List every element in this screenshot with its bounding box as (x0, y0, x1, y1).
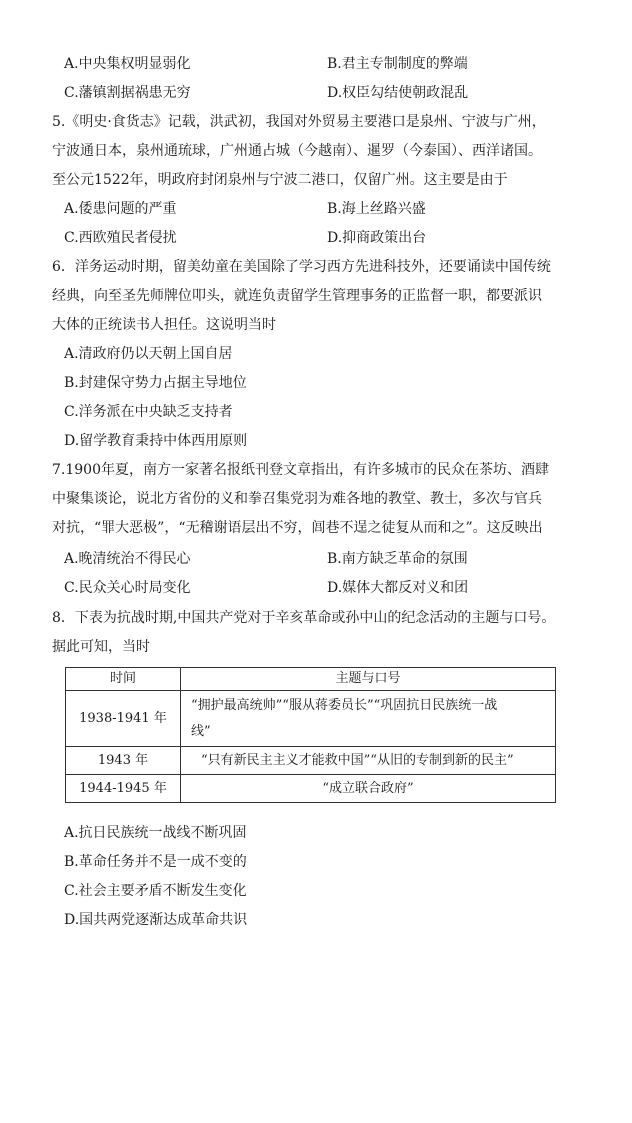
q6-stem-line-3: 大体的正统读书人担任。这说明当时 (52, 317, 276, 333)
q8-option-b: B.革命任务并不是一成不变的 (64, 854, 247, 870)
q8-stem-line-1: 8．下表为抗战时期,中国共产党对于辛亥革命或孙中山的纪念活动的主题与口号。 (52, 610, 556, 626)
table-cell-time: 1938-1941 年 (66, 691, 181, 747)
q7-option-d: D.媒体大都反对义和团 (327, 580, 469, 596)
q4-option-a: A.中央集权明显弱化 (64, 56, 191, 72)
q6-stem-line-1: 6．洋务运动时期，留美幼童在美国除了学习西方先进科技外，还要诵读中国传统 (52, 259, 551, 275)
q7-option-c: C.民众关心时局变化 (64, 580, 191, 596)
q7-stem-line-2: 中聚集谈论，说北方省份的义和拳召集党羽为难各地的教堂、教士，多次与官兵 (52, 491, 542, 507)
q5-stem-line-2: 宁波通日本，泉州通琉球，广州通占城（今越南）、暹罗（今泰国）、西洋诸国。 (52, 143, 542, 159)
table-row (66, 775, 556, 803)
q5-stem-line-3: 至公元1522年，明政府封闭泉州与宁波二港口，仅留广州。这主要是由于 (52, 172, 508, 188)
slogan-line: “拥护最高统帅”“服从蒋委员长”“巩固抗日民族统一战 (191, 697, 498, 713)
table-cell-time: 1944-1945 年 (66, 775, 181, 803)
table-header-slogan: 主题与口号 (181, 668, 556, 691)
q6-option-b: B.封建保守势力占据主导地位 (64, 375, 247, 391)
table-cell-slogan: “成立联合政府” (181, 775, 556, 803)
q5-stem-line-1: 5.《明史·食货志》记载，洪武初，我国对外贸易主要港口是泉州、宁波与广州， (52, 114, 546, 130)
q6-option-c: C.洋务派在中央缺乏支持者 (64, 404, 233, 420)
q5-option-c: C.西欧殖民者侵扰 (64, 230, 177, 246)
q5-option-d: D.抑商政策出台 (327, 230, 427, 246)
q7-option-b: B.南方缺乏革命的氛围 (327, 551, 468, 567)
q8-option-c: C.社会主要矛盾不断发生变化 (64, 883, 247, 899)
q6-stem-line-2: 经典，向至圣先师牌位叩头，就连负责留学生管理事务的正监督一职，都要派识 (52, 288, 542, 304)
q8-slogan-table (65, 667, 556, 803)
q5-option-b: B.海上丝路兴盛 (327, 201, 426, 217)
table-row (66, 691, 556, 747)
q7-stem-line-1: 7.1900年夏，南方一家著名报纸刊登文章指出，有许多城市的民众在茶坊、酒肆 (52, 462, 549, 478)
table-header-row (66, 668, 556, 691)
q6-option-a: A.清政府仍以天朝上国自居 (64, 346, 233, 362)
q8-option-d: D.国共两党逐渐达成革命共识 (64, 912, 248, 928)
table-cell-slogan (181, 691, 556, 747)
slogan-line: 线” (191, 723, 211, 739)
q7-option-a: A.晚清统治不得民心 (64, 551, 191, 567)
table-row (66, 747, 556, 775)
q4-option-b: B.君主专制制度的弊端 (327, 56, 468, 72)
table-cell-slogan: “只有新民主主义才能救中国”“从旧的专制到新的民主” (181, 747, 556, 775)
q4-option-c: C.藩镇割据祸患无穷 (64, 85, 191, 101)
table-cell-time: 1943 年 (66, 747, 181, 775)
q8-option-a: A.抗日民族统一战线不断巩固 (64, 825, 247, 841)
q7-stem-line-3: 对抗，“罪大恶极”，“无稽谢语层出不穷，闾巷不逞之徒复从而和之”。这反映出 (52, 520, 543, 536)
q8-stem-line-2: 据此可知，当时 (52, 639, 150, 655)
table-header-time: 时间 (66, 668, 181, 691)
q4-option-d: D.权臣勾结使朝政混乱 (327, 85, 469, 101)
q5-option-a: A.倭患问题的严重 (64, 201, 177, 217)
q6-option-d: D.留学教育秉持中体西用原则 (64, 433, 248, 449)
